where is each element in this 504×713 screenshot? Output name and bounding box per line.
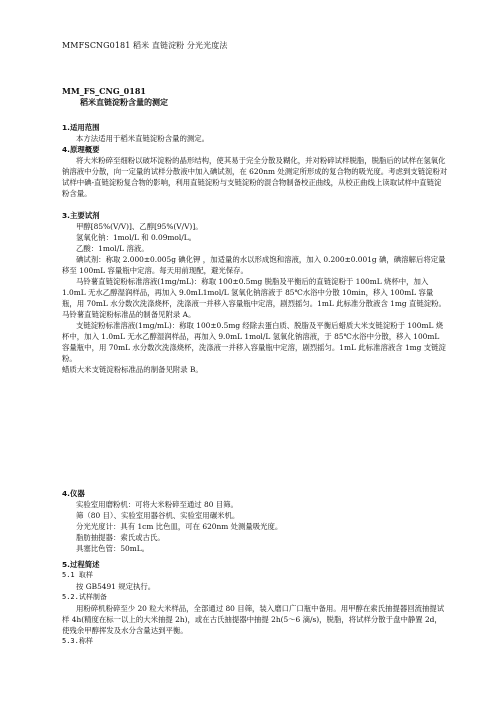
reagent-item: 甲醇[85%(V/V)]、乙醇[95%(V/V)]。 (76, 222, 203, 231)
subsection-heading: 5.1 取样 (62, 571, 93, 579)
section-scope (62, 122, 448, 144)
subsection-heading: 5.3.称样 (62, 637, 93, 645)
paragraph: 按 GB5491 规定执行。 (76, 582, 156, 591)
section-heading: 4.原理概要 (62, 145, 100, 154)
subsection-heading: 5.2.试样制备 (62, 593, 107, 601)
instrument-item: 脂肪抽提器：索氏或古氏。 (76, 533, 165, 542)
section-instruments (62, 488, 448, 554)
instrument-item: 筛（80 目）、实验室用器谷机、实验室用碾米机。 (76, 511, 240, 520)
instrument-item: 分光光度计：具有 1cm 比色皿，可在 620nm 处测量吸光度。 (76, 522, 283, 531)
document-header: MMFSCNG0181 稻米 直链淀粉 分光光度法 (62, 41, 228, 50)
paragraph: 将大米粉碎至细粉以破坏淀粉的晶形结构，使其易于完全分散及糊化，并对粉碎试样脱脂，脱脂后的试样在氢氧化钠溶液中分散，向一定量的试样分散液中加入碘试剂，在 620nm 处测定所形成的复合物的吸光度。考虑到支链淀粉对试样中碘-直链淀粉复合物的影响，利用直链淀粉与支链淀粉的混合物制备校正曲线，从校正曲线上读取试样中直链淀粉含量。 (62, 156, 448, 198)
reagent-item: 碘试剂：称取 2.000±0.005g 碘化钾 ，加适量的水以形成饱和溶液，加入 0.200±0.001g 碘，碘溶解后将定量移至 100mL 容量瓶中定溶。每天用前现配，避光保存。 (62, 255, 446, 275)
section-principle (62, 144, 448, 199)
reagent-item: 马铃薯直链淀粉标准溶液(1mg/mL)：称取 100±0.5mg 脱脂及平衡后的直链淀粉于 100mL 烧杯中，加入 1.0mL 无水乙醇湿润样品，再加入 9.0mL1mol/L 氢氧化钠溶液于 85℃水浴中分散 10min，移入 100mL 容量瓶，用 70mL 水分数次洗涤烧杯，洗涤液一并移入容量瓶中定溶，剧烈摇匀。1mL 此标准分散液含 1mg 直链淀粉。马铃薯直链淀粉标准品的制备见附录 A。 (62, 277, 446, 319)
reagent-item: 支链淀粉标准溶液(1mg/mL)：称取 100±0.5mg 经除去蛋白质、脱脂及平衡后蜡质大米支链淀粉于 100mL 烧杯中，加入 1.0mL 无水乙醇湿润样品，再加入 9.0mL 1mol/L 氢氧化钠溶液，于 85℃水浴中分散，移入 100mL 容量瓶中，用 70mL 水分数次洗涤烧杯，洗涤液一并移入容量瓶中定溶，剧烈摇匀。1mL 此标准溶液含 1mg 支链淀粉。 (62, 321, 446, 363)
reagent-item: 氢氧化钠：1mol/L 和 0.09mol/L。 (76, 233, 197, 242)
instrument-item: 具塞比色管：50mL。 (76, 544, 150, 553)
section-heading: 5.过程简述 (62, 560, 100, 569)
section-heading: 4.仪器 (62, 489, 85, 498)
reagent-item: 乙酸：1mol/L 溶液。 (76, 244, 149, 253)
section-heading: 1.适用范围 (62, 123, 100, 132)
paragraph: 本方法适用于稻米直链淀粉含量的测定。 (76, 134, 210, 143)
instrument-item: 实验室用磨粉机：可将大米粉碎至通过 80 目筛。 (76, 500, 238, 509)
section-procedure (62, 559, 448, 647)
paragraph: 用粉碎机粉碎至少 20 粒大米样品，全部通过 80 目筛，装入磨口广口瓶中备用。用甲醇在索氏抽提器回流抽提试样 4h(精度在标一以上的大米抽提 2h)，或在古氏抽提器中抽提 2h(5～6 滴/s)，脱脂，将试样分散于盘中静置 2d，使残余甲醇挥发及水分含量达到平衡。 (62, 604, 445, 635)
reagent-item: 蜡质大米支链淀粉标准品的制备见附录 B。 (62, 365, 203, 374)
section-heading: 3.主要试剂 (62, 211, 100, 220)
section-reagents (62, 210, 448, 375)
document-title: 稻米直链淀粉含量的测定 (80, 97, 168, 107)
method-code: MM_FS_CNG_0181 (62, 86, 146, 96)
